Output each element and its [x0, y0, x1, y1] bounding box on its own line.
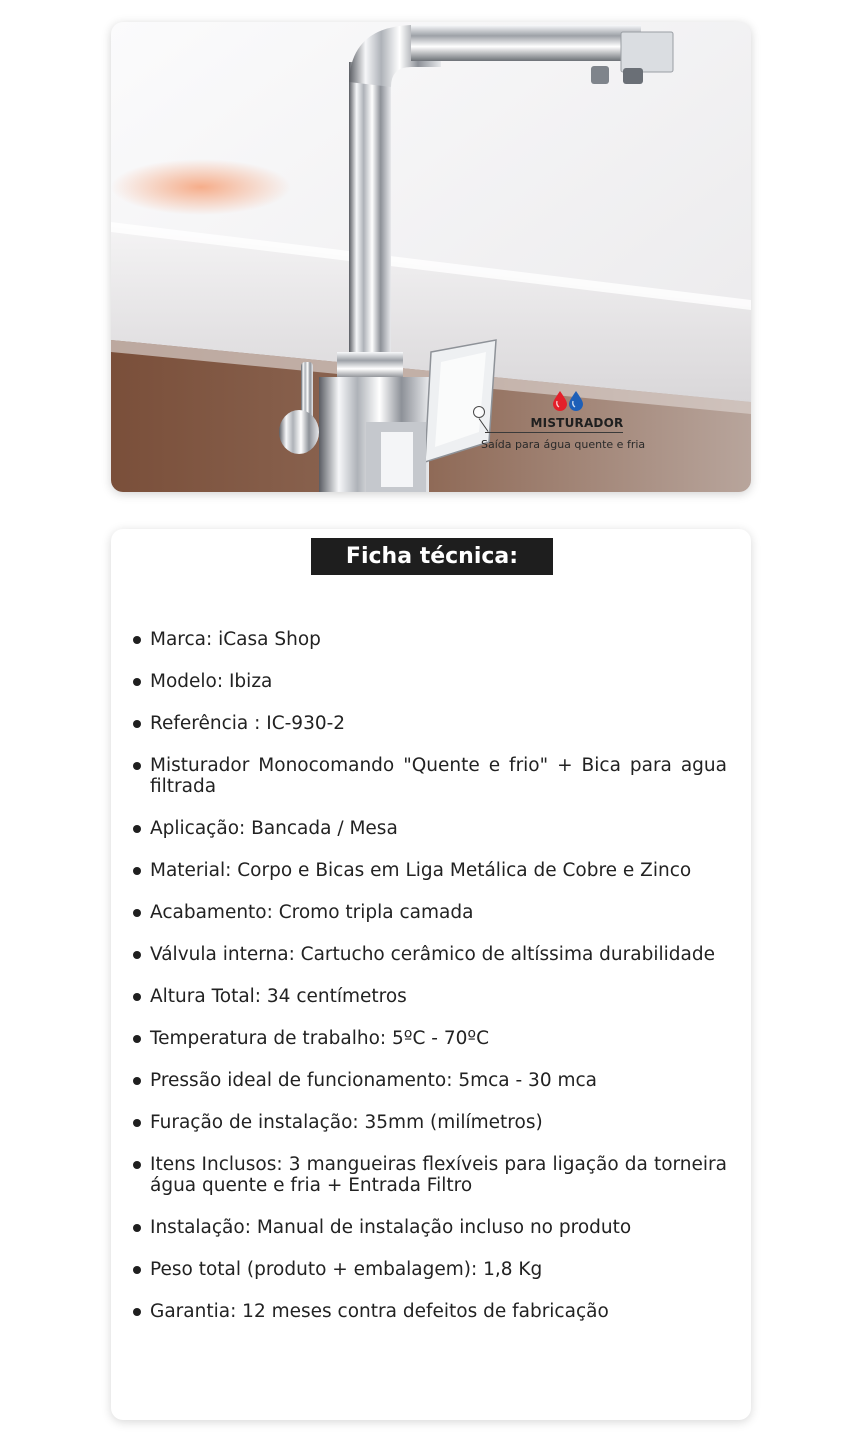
spec-item	[131, 860, 727, 881]
callout-subtitle: Saída para água quente e fria	[481, 438, 646, 451]
faucet-illustration	[111, 22, 751, 492]
bullet-icon	[133, 1161, 141, 1169]
spec-item-text: Temperatura de trabalho: 5ºC - 70ºC	[150, 1028, 490, 1049]
spec-list	[131, 629, 727, 1343]
bullet-icon	[133, 1266, 141, 1274]
spec-item	[131, 1112, 727, 1133]
spec-item-text: Altura Total: 34 centímetros	[150, 986, 407, 1007]
spec-item	[131, 629, 727, 650]
spec-item-text: Itens Inclusos: 3 mangueiras flexíveis para ligação da torneira água quente e fria + Entrada Filtro	[150, 1154, 727, 1196]
bullet-icon	[133, 909, 141, 917]
spec-item	[131, 713, 727, 734]
bullet-icon	[133, 762, 141, 770]
bullet-icon	[133, 867, 141, 875]
callout-title: MISTURADOR	[530, 416, 624, 430]
spec-item	[131, 1301, 727, 1322]
spec-item-text: Misturador Monocomando "Quente e frio" + Bica para agua filtrada	[150, 755, 727, 797]
spec-sheet-title: Ficha técnica:	[311, 538, 553, 575]
callout-underline	[485, 432, 623, 433]
spec-item-text: Válvula interna: Cartucho cerâmico de altíssima durabilidade	[150, 944, 715, 965]
spec-item	[131, 1154, 727, 1196]
bullet-icon	[133, 636, 141, 644]
spec-item-text: Material: Corpo e Bicas em Liga Metálica de Cobre e Zinco	[150, 860, 692, 881]
callout-marker-dot	[473, 406, 485, 418]
spec-item	[131, 755, 727, 797]
callout-leader-line	[479, 418, 489, 432]
spec-item	[131, 944, 727, 965]
spec-sheet-card	[111, 529, 751, 1420]
spec-item	[131, 1259, 727, 1280]
spec-item-text: Instalação: Manual de instalação incluso no produto	[150, 1217, 632, 1238]
spec-item	[131, 1028, 727, 1049]
bullet-icon	[133, 1035, 141, 1043]
bullet-icon	[133, 1308, 141, 1316]
bullet-icon	[133, 720, 141, 728]
bullet-icon	[133, 1077, 141, 1085]
spec-item-text: Marca: iCasa Shop	[150, 629, 321, 650]
product-photo	[111, 22, 751, 492]
spec-item-text: Furação de instalação: 35mm (milímetros)	[150, 1112, 543, 1133]
bullet-icon	[133, 1119, 141, 1127]
spec-item-text: Pressão ideal de funcionamento: 5mca - 30 mca	[150, 1070, 598, 1091]
spec-item	[131, 818, 727, 839]
spec-item	[131, 671, 727, 692]
spec-item-text: Aplicação: Bancada / Mesa	[150, 818, 398, 839]
spec-item-text: Referência : IC-930-2	[150, 713, 346, 734]
spec-item	[131, 902, 727, 923]
bullet-icon	[133, 678, 141, 686]
bullet-icon	[133, 993, 141, 1001]
mixer-feature-callout	[473, 387, 653, 487]
spec-item	[131, 1070, 727, 1091]
spec-item	[131, 1217, 727, 1238]
spec-item	[131, 986, 727, 1007]
bullet-icon	[133, 951, 141, 959]
spec-item-text: Modelo: Ibiza	[150, 671, 273, 692]
spec-item-text: Garantia: 12 meses contra defeitos de fabricação	[150, 1301, 609, 1322]
bullet-icon	[133, 1224, 141, 1232]
hot-cold-water-drops-icon	[551, 390, 585, 412]
spec-item-text: Peso total (produto + embalagem): 1,8 Kg	[150, 1259, 543, 1280]
bullet-icon	[133, 825, 141, 833]
spec-item-text: Acabamento: Cromo tripla camada	[150, 902, 474, 923]
